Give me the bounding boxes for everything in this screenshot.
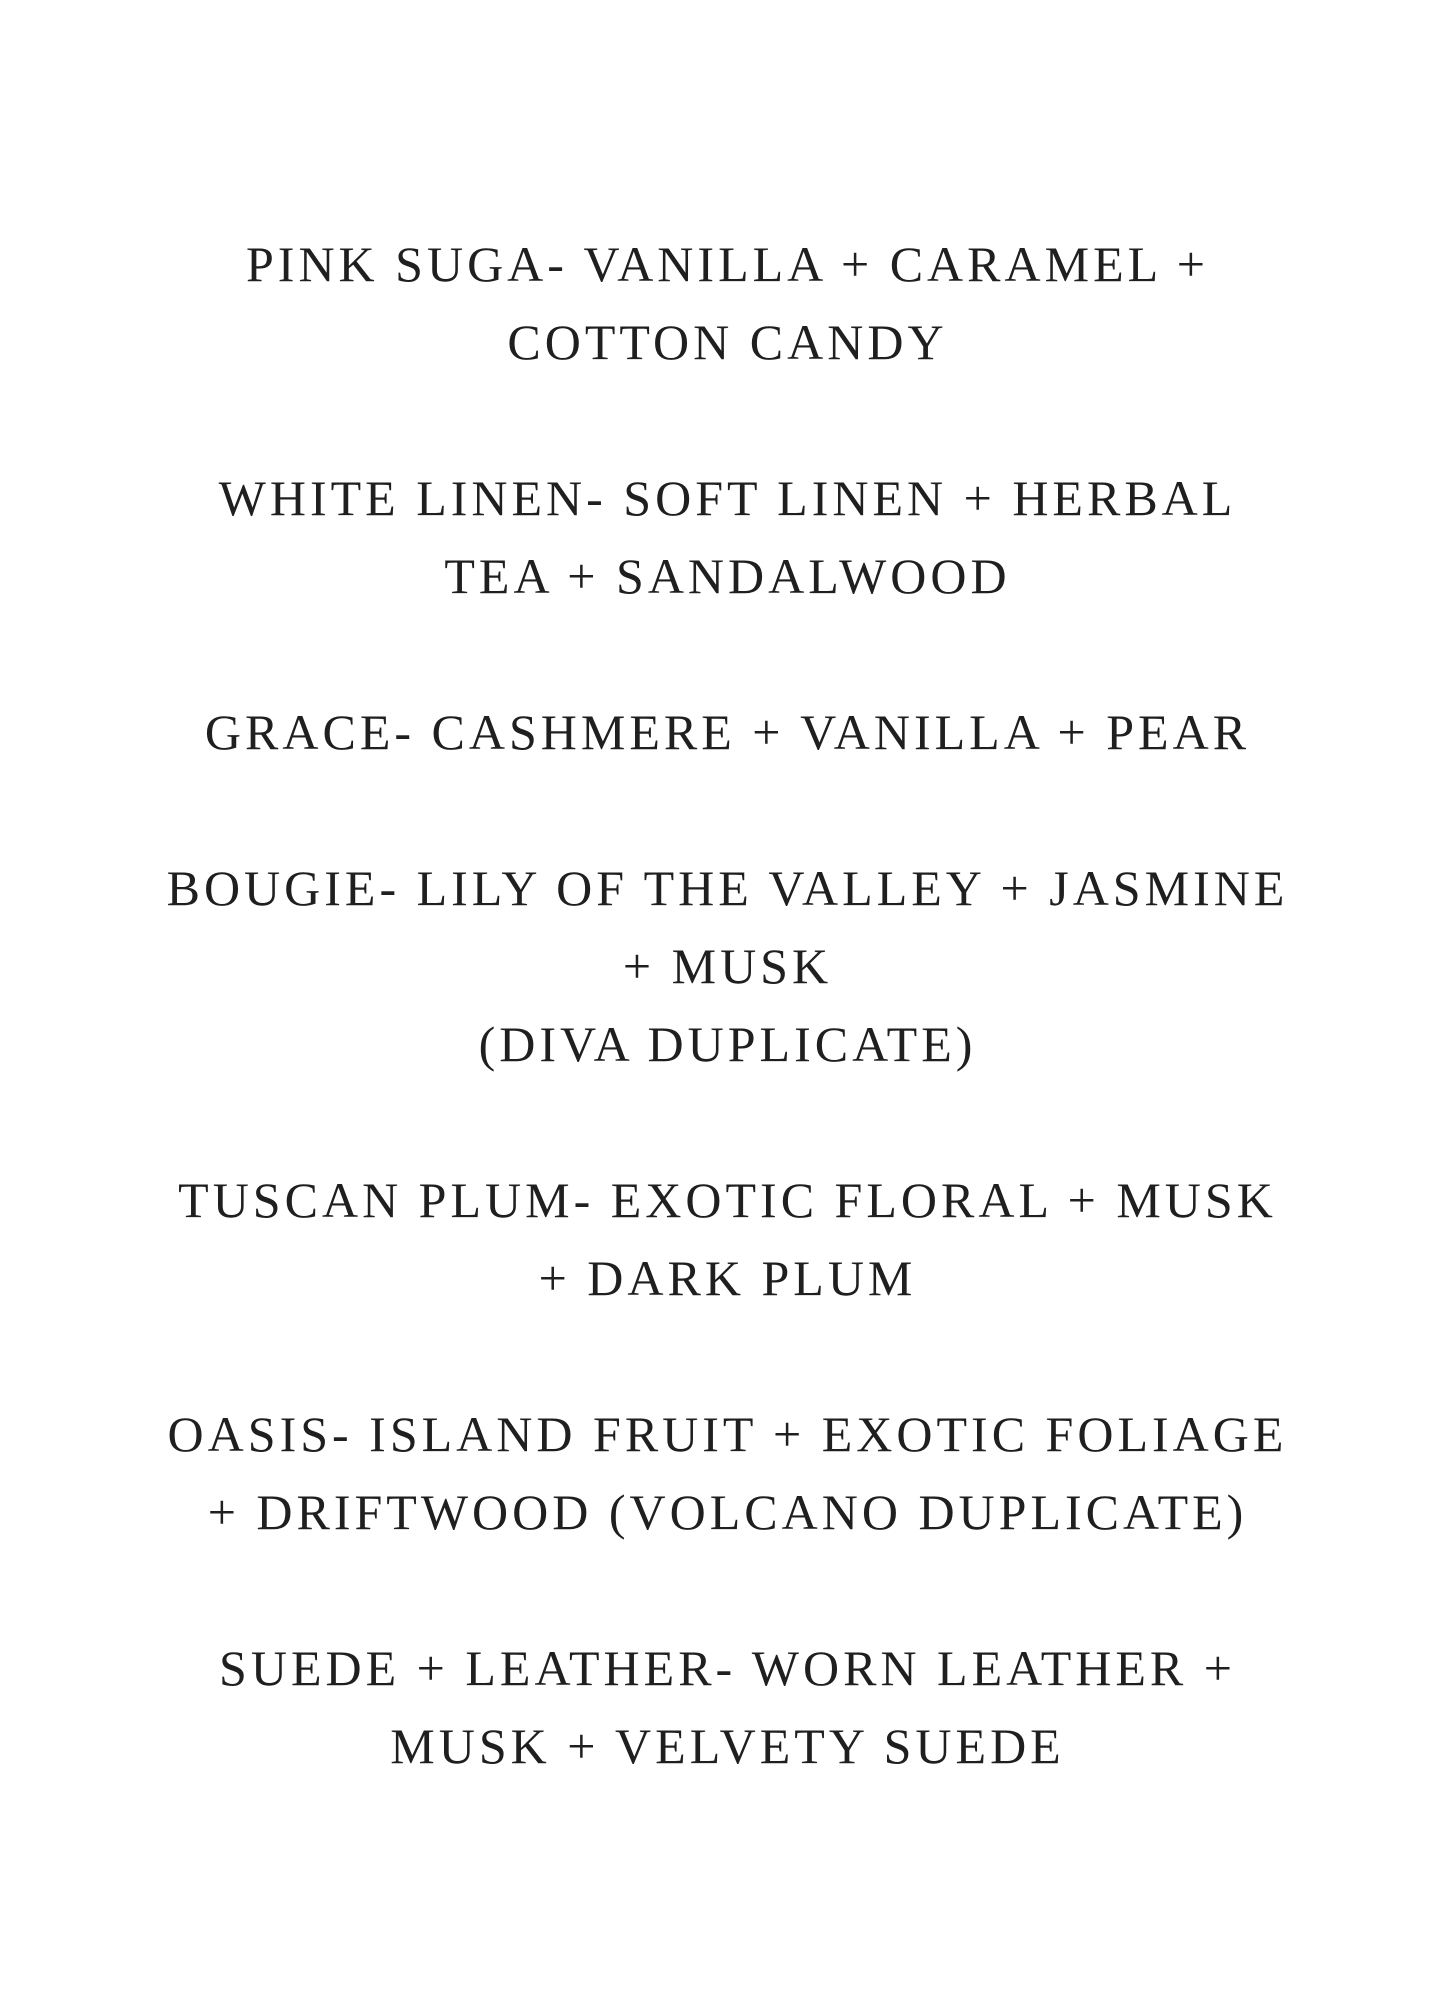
scent-line: + MUSK bbox=[622, 938, 833, 994]
scent-line: + DRIFTWOOD (VOLCANO DUPLICATE) bbox=[207, 1484, 1248, 1540]
scent-line: (DIVA DUPLICATE) bbox=[478, 1016, 977, 1072]
scent-white-linen bbox=[0, 459, 1455, 615]
scent-line: MUSK + VELVETY SUEDE bbox=[390, 1718, 1065, 1774]
scent-tuscan-plum bbox=[0, 1161, 1455, 1317]
scent-line: BOUGIE- LILY OF THE VALLEY + JASMINE bbox=[166, 860, 1289, 916]
scent-line: TUSCAN PLUM- EXOTIC FLORAL + MUSK bbox=[178, 1172, 1277, 1228]
scent-line: PINK SUGA- VANILLA + CARAMEL + bbox=[245, 236, 1210, 292]
scent-suede-leather bbox=[0, 1629, 1455, 1785]
scent-line: COTTON CANDY bbox=[507, 314, 948, 370]
scent-grace bbox=[0, 693, 1455, 771]
scent-oasis bbox=[0, 1395, 1455, 1551]
scent-line: OASIS- ISLAND FRUIT + EXOTIC FOLIAGE bbox=[167, 1406, 1288, 1462]
scent-bougie bbox=[0, 849, 1455, 1083]
scent-line: + DARK PLUM bbox=[538, 1250, 917, 1306]
scent-list bbox=[0, 225, 1455, 1863]
scent-pink-suga bbox=[0, 225, 1455, 381]
scent-line: WHITE LINEN- SOFT LINEN + HERBAL bbox=[218, 470, 1237, 526]
scent-line: TEA + SANDALWOOD bbox=[444, 548, 1011, 604]
scent-line: GRACE- CASHMERE + VANILLA + PEAR bbox=[204, 704, 1251, 760]
scent-line: SUEDE + LEATHER- WORN LEATHER + bbox=[219, 1640, 1236, 1696]
